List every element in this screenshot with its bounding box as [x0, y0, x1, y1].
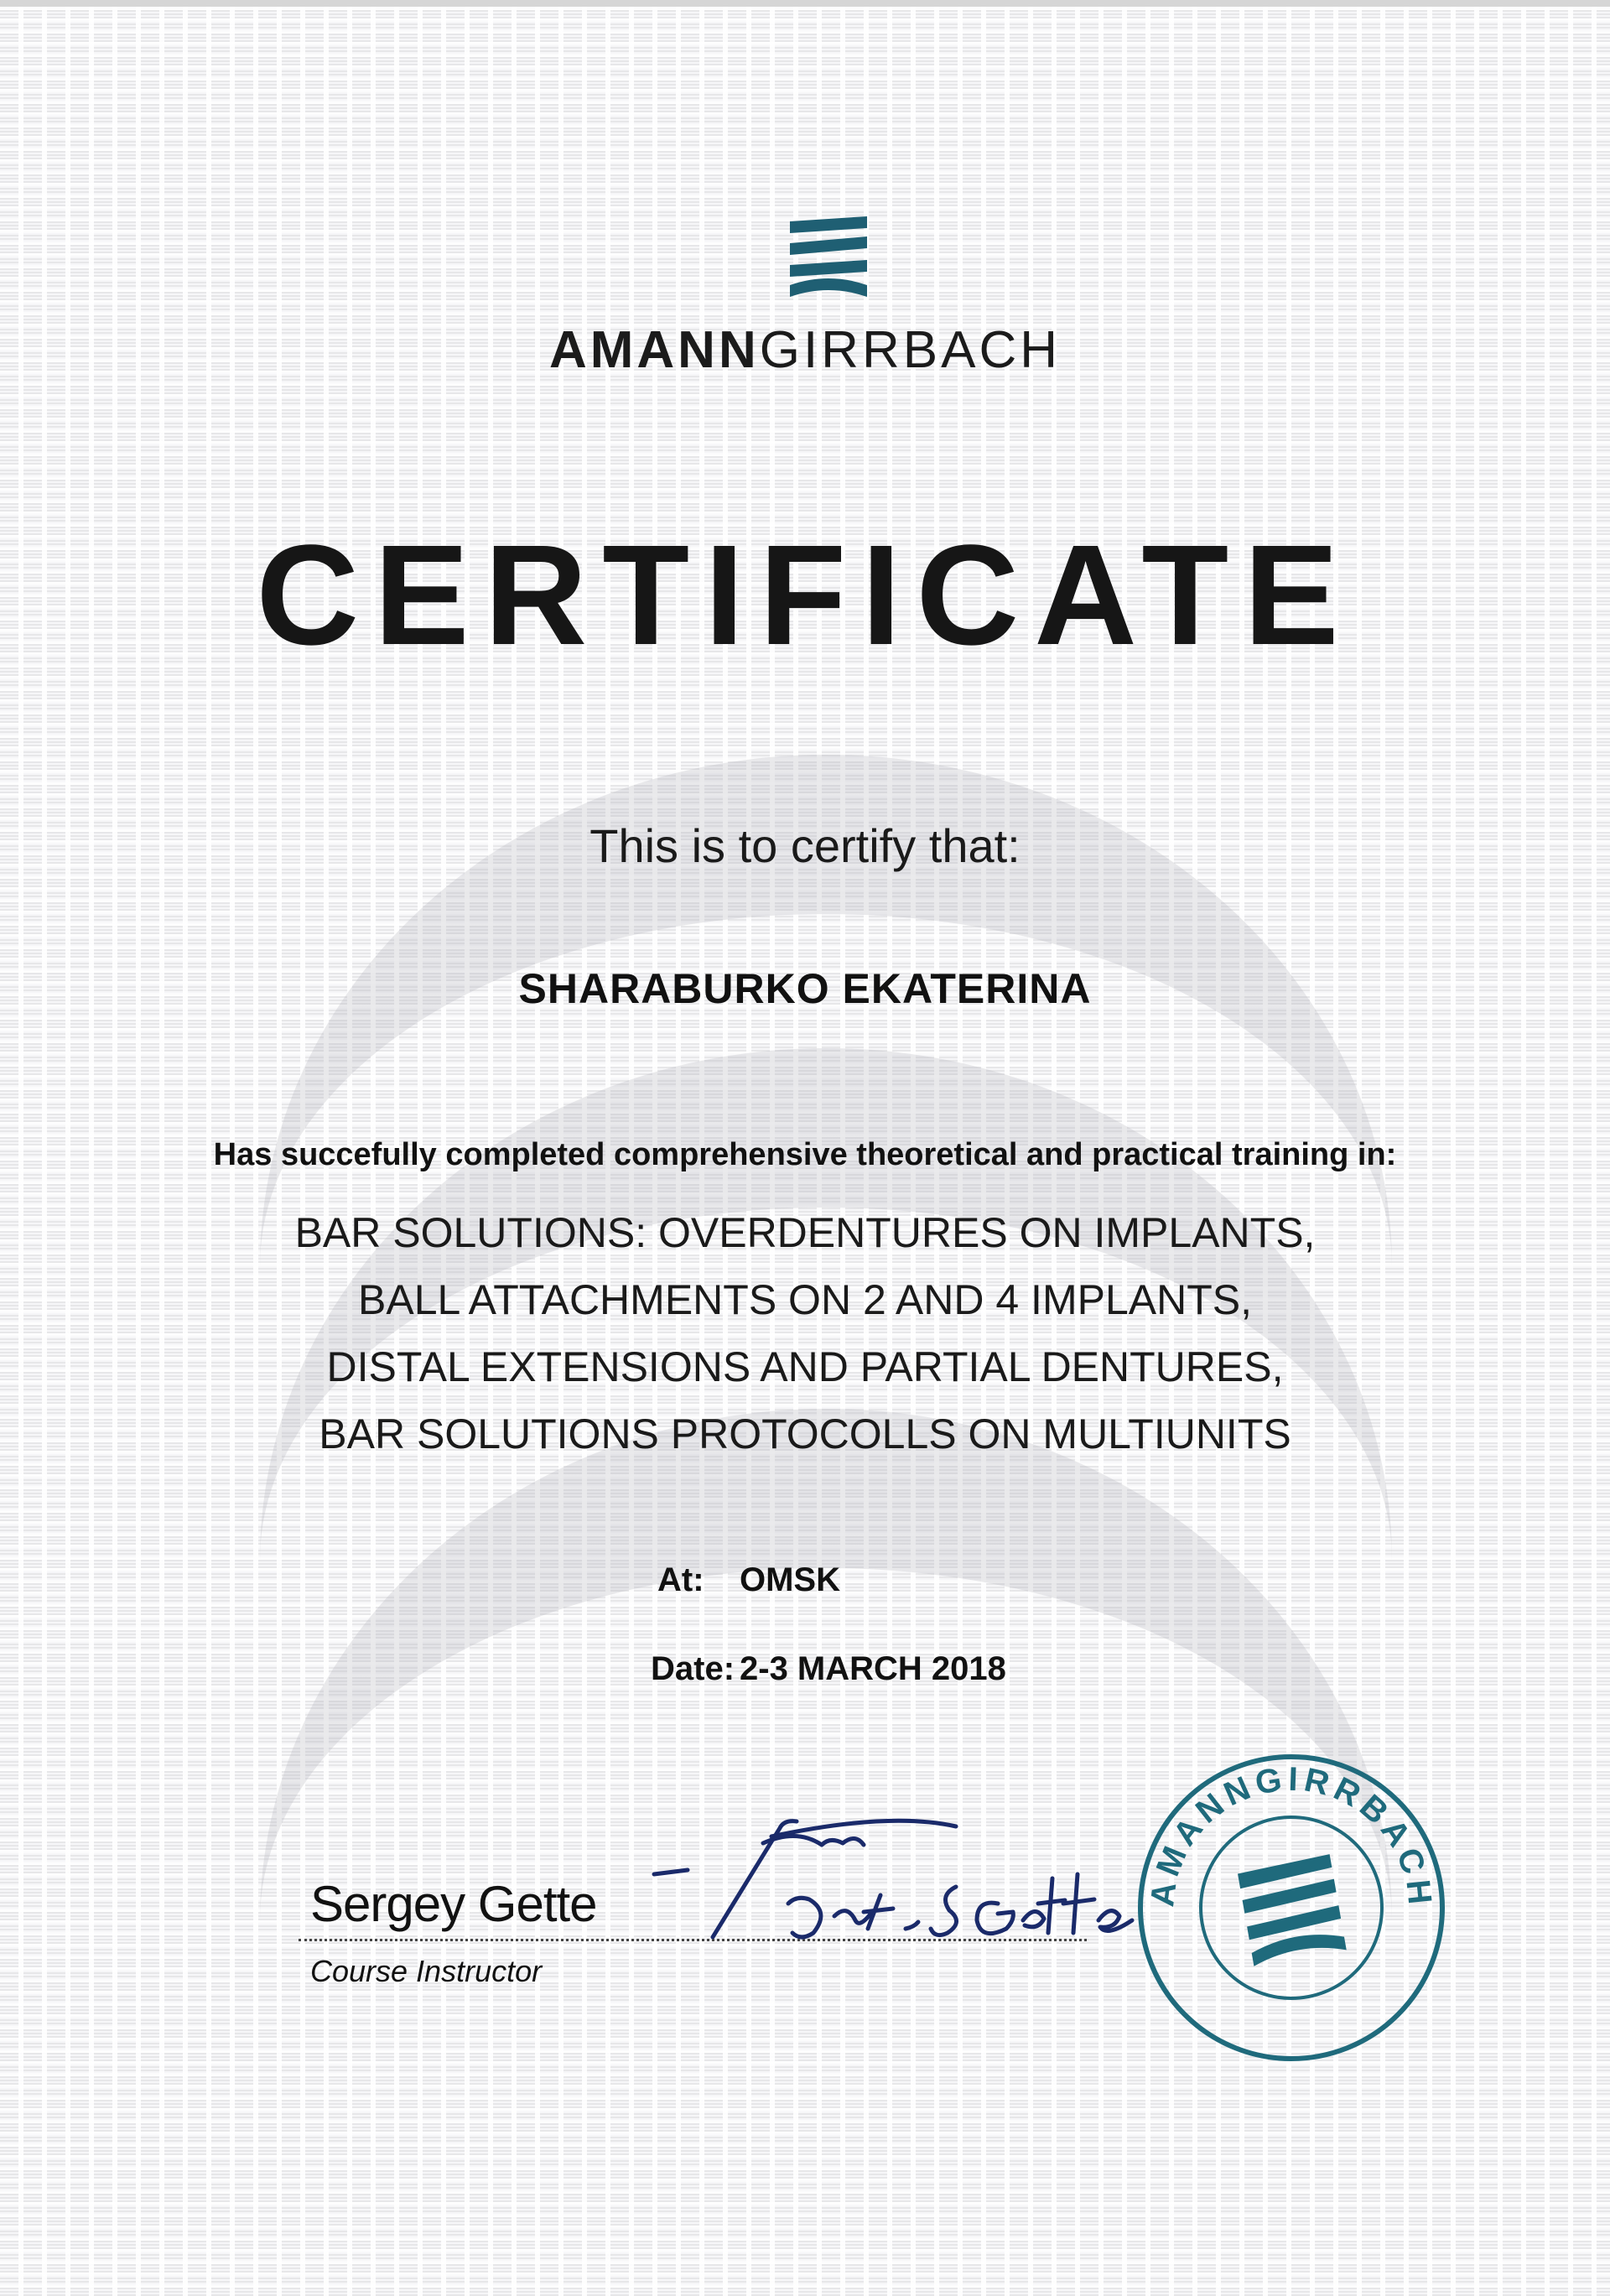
instructor-name: Sergey Gette [310, 1876, 597, 1932]
company-stamp-seal [1132, 1748, 1451, 2067]
certificate-title: CERTIFICATE [256, 516, 1354, 675]
location-label: At: [657, 1561, 704, 1598]
course-list [0, 1199, 1610, 1467]
brand-name-bold: AMANN [548, 321, 760, 379]
amanngirrbach-logo-icon [785, 216, 872, 299]
course-line: BAR SOLUTIONS PROTOCOLLS ON MULTIUNITS [319, 1410, 1291, 1457]
certify-intro: This is to certify that: [589, 819, 1021, 872]
brand-name-light: GIRRBACH [759, 321, 1061, 379]
completion-statement: Has succefully completed comprehensive theoretical and practical training in: [213, 1137, 1397, 1172]
course-line: BALL ATTACHMENTS ON 2 AND 4 IMPLANTS, [358, 1276, 1252, 1323]
scan-edge [0, 0, 1610, 7]
course-line: DISTAL EXTENSIONS AND PARTIAL DENTURES, [326, 1343, 1284, 1390]
stamp-logo-icon [1237, 1854, 1346, 1966]
date-value: 2-3 MARCH 2018 [740, 1650, 1006, 1687]
handwritten-signature [637, 1778, 1140, 1971]
svg-text:AMANNGIRRBACH [1144, 1760, 1439, 1910]
date-label: Date: [651, 1650, 735, 1687]
instructor-role: Course Instructor [310, 1954, 543, 1988]
course-line: BAR SOLUTIONS: OVERDENTURES ON IMPLANTS, [294, 1209, 1316, 1256]
location-value: OMSK [740, 1561, 840, 1598]
brand-name [0, 320, 1610, 380]
recipient-name: SHARABURKO EKATERINA [518, 965, 1092, 1012]
stamp-ring-text: AMANNGIRRBACH [1144, 1760, 1439, 1911]
